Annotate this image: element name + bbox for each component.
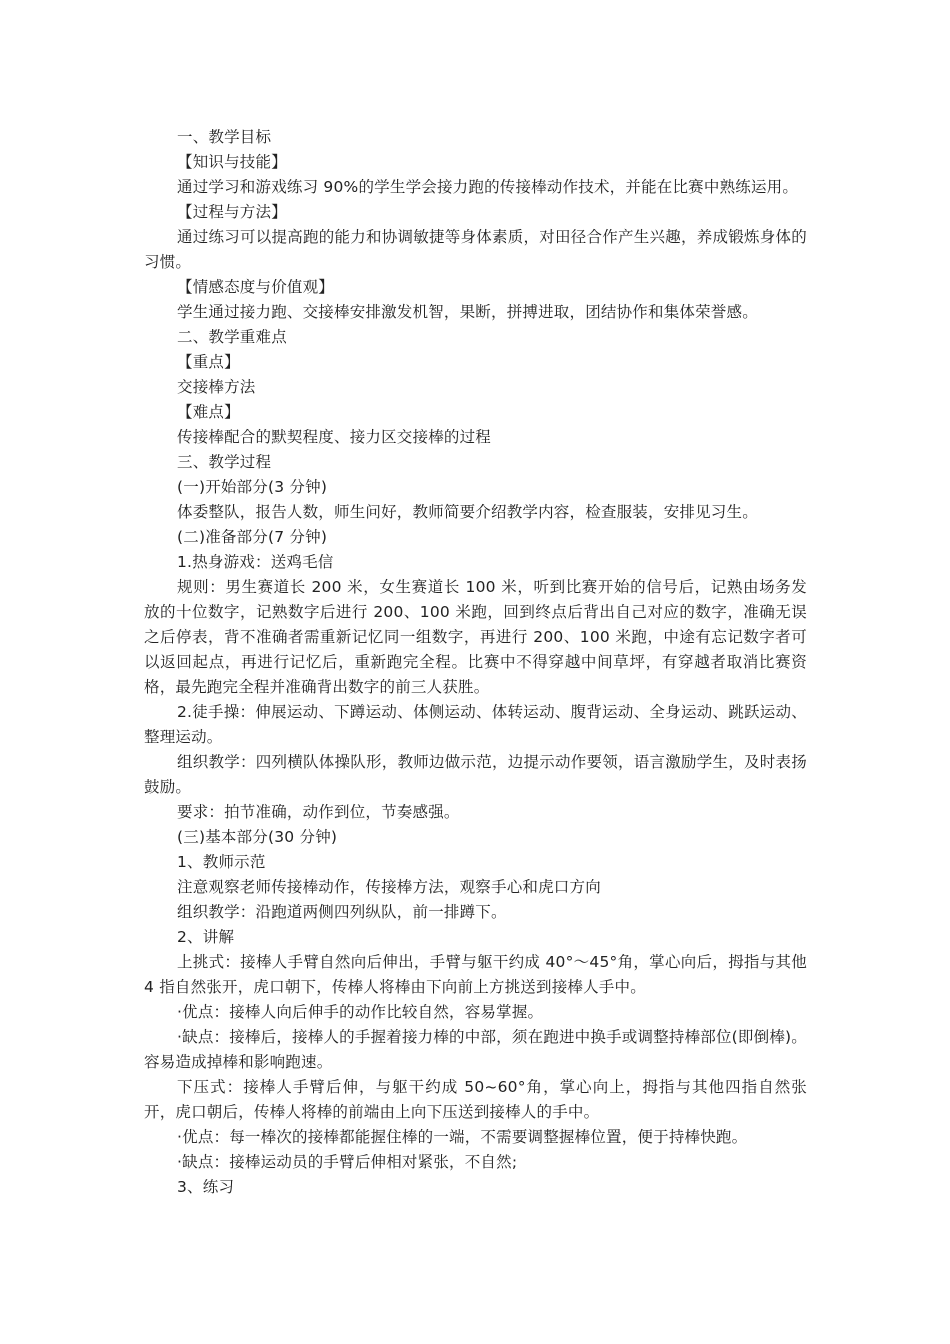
heading-teaching-goals: 一、教学目标 <box>177 128 272 146</box>
paragraph-downward-pass: 下压式：接棒人手臂后伸，与躯干约成 50~60°角，掌心向上，拇指与其他四指自然张开，虎口朝后，传棒人将棒的前端由上向下压送到接棒人的手中。 <box>144 1078 807 1121</box>
heading-teaching-process: 三、教学过程 <box>177 453 272 471</box>
paragraph-attitude-values: 学生通过接力跑、交接棒安排激发机智，果断，拼搏进取，团结协作和集体荣誉感。 <box>177 303 758 321</box>
paragraph-difficult-point: 传接棒配合的默契程度、接力区交接棒的过程 <box>177 428 492 446</box>
paragraph-upward-pros: ·优点：接棒人向后伸手的动作比较自然，容易掌握。 <box>177 1003 544 1021</box>
paragraph-key-point: 交接棒方法 <box>177 378 256 396</box>
paragraph-freehand-exercise: 2.徒手操：伸展运动、下蹲运动、体侧运动、体转运动、腹背运动、全身运动、跳跃运动、整理运动。 <box>144 703 807 746</box>
paragraph-upward-cons: ·缺点：接棒后，接棒人的手握着接力棒的中部，须在跑进中换手或调整持棒部位(即倒棒)。容易造成掉棒和影响跑速。 <box>144 1028 807 1071</box>
paragraph-game-rules: 规则：男生赛道长 200 米，女生赛道长 100 米，听到比赛开始的信号后，记熟由场务发放的十位数字，记熟数字后进行 200、100 米跑，回到终点后背出自己对应的数字，准确无误之后停表，背不准确者需重新记忆同一组数字，再进行 200、100 米跑，中途有忘记数字者可以返回起点，再进行记忆后，重新跑完全程。比赛中不得穿越中间草坪，有穿越者取消比赛资格，最先跑完全程并准确背出数字的前三人获胜。 <box>144 578 807 696</box>
subheading-opening-part: (一)开始部分(3 分钟) <box>177 478 328 496</box>
paragraph-requirements: 要求：拍节准确，动作到位，节奏感强。 <box>177 803 460 821</box>
heading-key-difficult-points: 二、教学重难点 <box>177 328 287 346</box>
subheading-attitude-values: 【情感态度与价值观】 <box>177 278 335 296</box>
paragraph-observe: 注意观察老师传接棒动作，传接棒方法，观察手心和虎口方向 <box>177 878 601 896</box>
paragraph-organization-2: 组织教学：沿跑道两侧四列纵队，前一排蹲下。 <box>177 903 507 921</box>
paragraph-explanation: 2、讲解 <box>177 928 235 946</box>
paragraph-process-method: 通过练习可以提高跑的能力和协调敏捷等身体素质，对田径合作产生兴趣，养成锻炼身体的习惯。 <box>144 228 807 271</box>
paragraph-teacher-demo: 1、教师示范 <box>177 853 266 871</box>
subheading-key-point: 【重点】 <box>177 353 240 371</box>
paragraph-downward-cons: ·缺点：接棒运动员的手臂后伸相对紧张，不自然; <box>177 1153 518 1171</box>
subheading-knowledge-skills: 【知识与技能】 <box>177 153 287 171</box>
paragraph-opening-part: 体委整队，报告人数，师生问好，教师简要介绍教学内容，检查服装，安排见习生。 <box>177 503 758 521</box>
paragraph-practice: 3、练习 <box>177 1178 235 1196</box>
paragraph-upward-pass: 上挑式：接棒人手臂自然向后伸出，手臂与躯干约成 40°～45°角，掌心向后，拇指与其他 4 指自然张开，虎口朝下，传棒人将棒由下向前上方挑送到接棒人手中。 <box>144 953 807 996</box>
paragraph-warmup-game: 1.热身游戏：送鸡毛信 <box>177 553 334 571</box>
paragraph-organization-1: 组织教学：四列横队体操队形，教师边做示范，边提示动作要领，语言激励学生，及时表扬鼓励。 <box>144 753 807 796</box>
subheading-process-method: 【过程与方法】 <box>177 203 287 221</box>
subheading-basic-part: (三)基本部分(30 分钟) <box>177 828 338 846</box>
subheading-preparation-part: (二)准备部分(7 分钟) <box>177 528 328 546</box>
paragraph-downward-pros: ·优点：每一棒次的接棒都能握住棒的一端，不需要调整握棒位置，便于持棒快跑。 <box>177 1128 748 1146</box>
paragraph-knowledge-skills: 通过学习和游戏练习 90%的学生学会接力跑的传接棒动作技术，并能在比赛中熟练运用。 <box>177 178 799 196</box>
subheading-difficult-point: 【难点】 <box>177 403 240 421</box>
